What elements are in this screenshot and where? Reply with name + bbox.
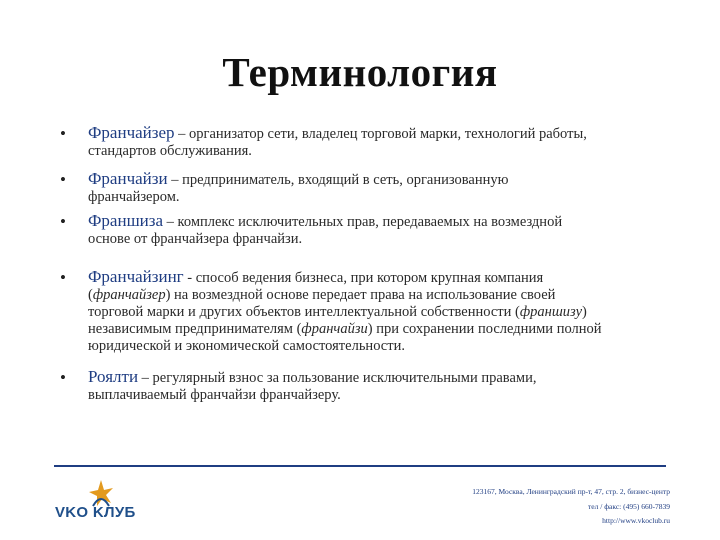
definition-line: предприниматель, входящий в сеть, организованную xyxy=(182,172,509,188)
definition-line: организатор сети, владелец торговой марки, технологий работы, xyxy=(189,126,587,142)
vko-club-logo xyxy=(55,478,147,524)
definition-line: комплекс исключительных прав, передаваемых на возмездной xyxy=(177,214,563,230)
definition-line: способ ведения бизнеса, при котором крупная компания xyxy=(195,270,544,286)
definition-line: юридической и экономической самостоятельности. xyxy=(88,338,405,354)
definition-line: регулярный взнос за пользование исключительными правами, xyxy=(152,370,537,386)
bullet: • xyxy=(60,368,66,387)
italic-term: франчайзи xyxy=(301,321,368,337)
term-franchise: Франшиза xyxy=(88,211,164,230)
definition-line: стандартов обслуживания. xyxy=(88,143,252,159)
footer-divider xyxy=(54,465,666,467)
definition-line: франчайзером. xyxy=(88,189,180,205)
bullet: • xyxy=(60,212,66,231)
term-royalty: Роялти xyxy=(88,367,139,386)
term-franchisor: Франчайзер xyxy=(88,123,175,142)
footer-contact xyxy=(370,485,670,529)
term-franchising: Франчайзинг xyxy=(88,267,184,286)
italic-term: франчайзер xyxy=(92,287,166,303)
logo-text: VKO KЛУБ xyxy=(55,504,136,521)
bullet: • xyxy=(60,268,66,287)
footer-address: 123167, Москва, Ленинградский пр-т, 47, стр. 2, бизнес-центр xyxy=(472,487,670,496)
slide-title: Терминология xyxy=(222,49,498,95)
footer-phone: тел / факс: (495) 660-7839 xyxy=(588,501,670,511)
definition-line: основе от франчайзера франчайзи. xyxy=(88,231,303,247)
bullet: • xyxy=(60,170,66,189)
footer-url: http://www.vkoclub.ru xyxy=(602,516,670,525)
definition-line: выплачиваемый франчайзи франчайзеру. xyxy=(88,387,341,403)
term-franchisee: Франчайзи xyxy=(88,169,168,188)
italic-term: франшизу xyxy=(519,304,583,320)
bullet: • xyxy=(60,124,66,143)
